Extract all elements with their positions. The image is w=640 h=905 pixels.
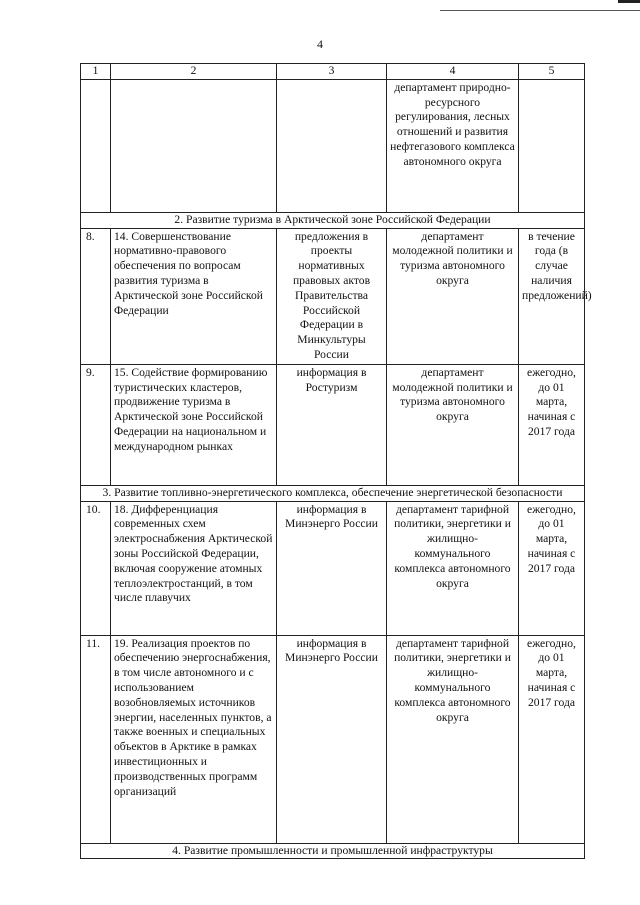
table-row-continued: [81, 79, 585, 212]
cell-executor: департамент природно-ресурсного регулирования, лесных отношений и развития нефтегазового комплекса автономного округа: [387, 79, 519, 212]
scan-edge-line: [440, 10, 640, 11]
cell-deadline: в течение года (в случае наличия предложений): [519, 228, 585, 364]
header-col-4: 4: [387, 64, 519, 80]
table-row: [81, 501, 585, 635]
cell-form: информация в Минэнерго России: [277, 635, 387, 843]
cell-executor: департамент молодежной политики и туризма автономного округа: [387, 364, 519, 485]
cell-num: [81, 79, 111, 212]
cell-form: информация в Минэнерго России: [277, 501, 387, 635]
header-row: [81, 64, 585, 80]
table-row: [81, 228, 585, 364]
header-col-3: 3: [277, 64, 387, 80]
section-title: 3. Развитие топливно-энергетического комплекса, обеспечение энергетической безопасности: [81, 485, 585, 501]
cell-measure: 19. Реализация проектов по обеспечению энергоснабжения, в том числе автономного и с использованием возобновляемых источников энергии, населенных пунктов, а также военных и специальных объектов в Арктике в рамках инвестиционных и производственных программ организаций: [111, 635, 277, 843]
section-row: [81, 843, 585, 859]
cell-num: 8.: [81, 228, 111, 364]
cell-executor: департамент тарифной политики, энергетики и жилищно-коммунального комплекса автономного округа: [387, 501, 519, 635]
cell-deadline: ежегодно, до 01 марта, начиная с 2017 года: [519, 635, 585, 843]
cell-num: 9.: [81, 364, 111, 485]
header-col-1: 1: [81, 64, 111, 80]
cell-deadline: ежегодно, до 01 марта, начиная с 2017 года: [519, 364, 585, 485]
section-row: [81, 485, 585, 501]
cell-deadline: ежегодно, до 01 марта, начиная с 2017 года: [519, 501, 585, 635]
cell-num: 10.: [81, 501, 111, 635]
table-row: [81, 364, 585, 485]
cell-executor: департамент тарифной политики, энергетики и жилищно-коммунального комплекса автономного округа: [387, 635, 519, 843]
cell-measure: [111, 79, 277, 212]
cell-measure: 14. Совершенствование нормативно-правового обеспечения по вопросам развития туризма в Арктической зоне Российской Федерации: [111, 228, 277, 364]
cell-form: предложения в проекты нормативных правовых актов Правительства Российской Федерации в Минкультуры России: [277, 228, 387, 364]
plan-table: [80, 63, 592, 859]
header-col-2: 2: [111, 64, 277, 80]
cell-num: 11.: [81, 635, 111, 843]
section-title: 2. Развитие туризма в Арктической зоне Российской Федерации: [81, 212, 585, 228]
header-col-5: 5: [519, 64, 585, 80]
page-number: 4: [317, 37, 323, 51]
section-row: [81, 212, 585, 228]
cell-form: информация в Ростуризм: [277, 364, 387, 485]
cell-deadline: [519, 79, 585, 212]
table-row: [81, 635, 585, 843]
cell-executor: департамент молодежной политики и туризма автономного округа: [387, 228, 519, 364]
scan-edge-mark: [618, 0, 640, 15]
cell-measure: 15. Содействие формированию туристических кластеров, продвижение туризма в Арктической зоне Российской Федерации на национальном и международном рынках: [111, 364, 277, 485]
section-title: 4. Развитие промышленности и промышленной инфраструктуры: [81, 843, 585, 859]
cell-form: [277, 79, 387, 212]
cell-measure: 18. Дифференциация современных схем электроснабжения Арктической зоны Российской Федерации, включая сооружение атомных теплоэлектростанций, в том числе плавучих: [111, 501, 277, 635]
